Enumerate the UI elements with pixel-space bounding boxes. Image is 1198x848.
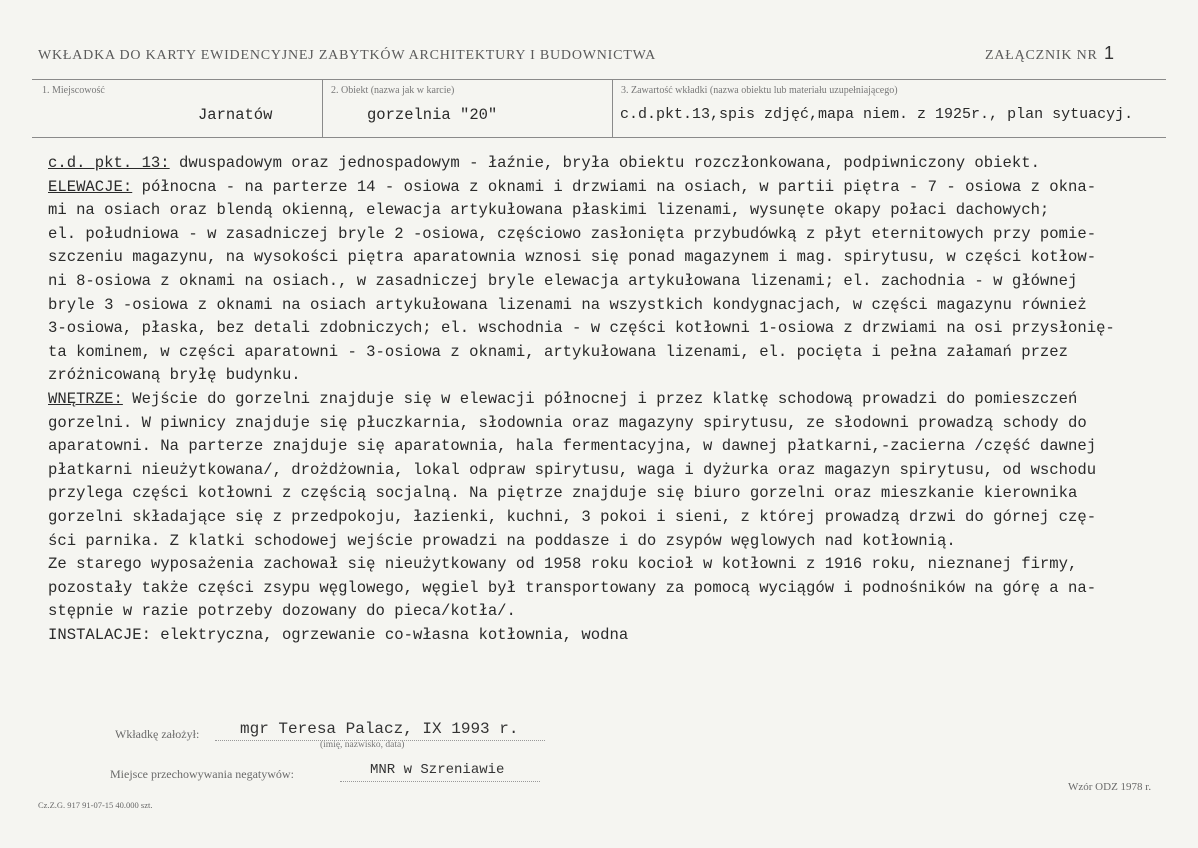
object-value: gorzelnia "20" bbox=[367, 106, 498, 124]
body-line bbox=[48, 577, 1198, 601]
body-line-text: stępnie w razie potrzeby dozowany do pieca/kotła/. bbox=[48, 602, 516, 621]
author-caption: (imię, nazwisko, data) bbox=[320, 740, 405, 750]
body-line bbox=[48, 506, 1198, 530]
body-line-text: Ze starego wyposażenia zachował się nieużytkowany od 1958 roku kocioł w kotłowni z 1916 roku, nieznanej firmy, bbox=[48, 555, 1078, 574]
body-line-text: INSTALACJE: elektryczna, ogrzewanie co-własna kotłownia, wodna bbox=[48, 625, 629, 644]
body-line bbox=[48, 435, 1198, 459]
body-line bbox=[48, 412, 1198, 436]
section-heading: ELEWACJE: bbox=[48, 177, 133, 196]
body-line bbox=[48, 199, 1198, 223]
body-line-text: mi na osiach oraz blendą okienną, elewacja artykułowana płaskimi lizenami, wysunęte okapy połaci dachowych; bbox=[48, 201, 1050, 220]
body-line-text: gorzelni. W piwnicy znajduje się płuczkarnia, słodownia oraz magazyny spirytusu, ze słodowni prowadzą schody do bbox=[48, 413, 1087, 432]
attachment-label: ZAŁĄCZNIK NR bbox=[985, 48, 1098, 63]
body-line bbox=[48, 482, 1198, 506]
body-line-text: ta kominem, w części aparatowni - 3-osiowa z oknami, artykułowana lizenami, el. pocięta i pełna załamań przez bbox=[48, 342, 1068, 361]
body-line-text: gorzelni składające się z przedpokoju, łazienki, kuchni, 3 pokoi i sieni, z której prowadzą drzwi do górnej czę- bbox=[48, 507, 1097, 526]
author-value: mgr Teresa Palacz, IX 1993 r. bbox=[240, 720, 519, 738]
body-line bbox=[48, 341, 1198, 365]
body-line-text: aparatowni. Na parterze znajduje się aparatownia, hala fermentacyjna, w dawnej płatkarni,-zacierna /część dawnej bbox=[48, 437, 1097, 456]
body-line-text: dwuspadowym oraz jednospadowym - łaźnie, bryła obiektu rozczłonkowana, podpiwniczony obiekt. bbox=[169, 154, 1040, 172]
body-line-text: ści parnika. Z klatki schodowej wejście prowadzi na poddasze i do zsypów węglowych nad kotłownią. bbox=[48, 531, 956, 550]
body-line-text: płatkarni nieużytkowana/, drożdżownia, lokal odpraw spirytusu, waga i dyżurka oraz magazyn spirytusu, od wschodu bbox=[48, 460, 1097, 479]
description-text bbox=[48, 152, 1198, 647]
header-bottom-rule bbox=[32, 137, 1166, 138]
locality-value: Jarnatów bbox=[198, 106, 273, 124]
body-line bbox=[48, 294, 1198, 318]
body-line-text: el. południowa - w zasadniczej bryle 2 -osiowa, częściowo zasłonięta przybudówką z płyt eternitowych przy pomie- bbox=[48, 224, 1097, 243]
body-line-text: Wejście do gorzelni znajduje się w elewacji północnej i przez klatkę schodową prowadzi do pomieszczeń bbox=[122, 389, 1078, 408]
section-heading: WNĘTRZE: bbox=[48, 389, 123, 408]
locality-label: 1. Miejscowość bbox=[42, 85, 105, 96]
storage-value: MNR w Szreniawie bbox=[370, 762, 505, 778]
object-label: 2. Obiekt (nazwa jak w karcie) bbox=[331, 85, 455, 96]
body-line bbox=[48, 624, 1198, 648]
body-line-text: północna - na parterze 14 - osiowa z oknami i drzwiami na osiach, w partii piętra - 7 - osiowa z okna- bbox=[132, 177, 1097, 196]
body-line bbox=[48, 152, 1198, 176]
contents-label: 3. Zawartość wkładki (nazwa obiektu lub materiału uzupełniającego) bbox=[621, 85, 898, 96]
body-line bbox=[48, 553, 1198, 577]
card-title: WKŁADKA DO KARTY EWIDENCYJNEJ ZABYTKÓW ARCHITEKTURY I BUDOWNICTWA bbox=[38, 48, 656, 63]
body-line bbox=[48, 600, 1198, 624]
body-line-text: szczeniu magazynu, na wysokości piętra aparatownia wznosi się ponad magazynem i mag. spirytusu, w części kotłow- bbox=[48, 248, 1097, 267]
contents-value: c.d.pkt.13,spis zdjęć,mapa niem. z 1925r., plan sytuacyj. bbox=[620, 106, 1134, 123]
body-line-text: przylega części kotłowni z częścią socjalną. Na piętrze znajduje się biuro gorzelni oraz mieszkanie kierownika bbox=[48, 484, 1078, 503]
body-line bbox=[48, 459, 1198, 483]
section-heading: c.d. pkt. 13: bbox=[48, 154, 170, 172]
body-line bbox=[48, 223, 1198, 247]
field-divider-2 bbox=[612, 79, 613, 137]
body-line-text: 3-osiowa, płaska, bez detali zdobniczych; el. wschodnia - w części kotłowni 1-osiowa z drzwiami na osi przysłonię- bbox=[48, 319, 1115, 338]
body-line bbox=[48, 176, 1198, 200]
template-id: Wzór ODZ 1978 r. bbox=[1068, 781, 1152, 793]
body-line-text: ni 8-osiowa z oknami na osiach., w zasadniczej bryle elewacja artykułowana lizenami; el. zachodnia - w głównej bbox=[48, 271, 1078, 290]
body-line-text: pozostały także części zsypu węglowego, węgiel był transportowany za pomocą wyciągów i podnośników na górę a na- bbox=[48, 578, 1097, 597]
body-line bbox=[48, 364, 1198, 388]
body-line-text: bryle 3 -osiowa z oknami na osiach artykułowana lizenami na wszystkich kondygnacjach, w części magazynu również bbox=[48, 295, 1087, 314]
body-line bbox=[48, 246, 1198, 270]
storage-label: Miejsce przechowywania negatywów: bbox=[110, 767, 294, 781]
attachment-number: 1 bbox=[1104, 43, 1115, 63]
author-label: Wkładkę założył: bbox=[115, 727, 200, 741]
body-line-text: zróżnicowaną bryłę budynku. bbox=[48, 366, 301, 385]
body-line bbox=[48, 530, 1198, 554]
body-line bbox=[48, 317, 1198, 341]
body-line bbox=[48, 270, 1198, 294]
body-line bbox=[48, 388, 1198, 412]
field-divider-1 bbox=[322, 79, 323, 137]
storage-dotted-line bbox=[340, 781, 540, 782]
header-top-rule bbox=[32, 79, 1166, 80]
print-code: Cz.Z.G. 917 91-07-15 40.000 szt. bbox=[38, 800, 153, 810]
